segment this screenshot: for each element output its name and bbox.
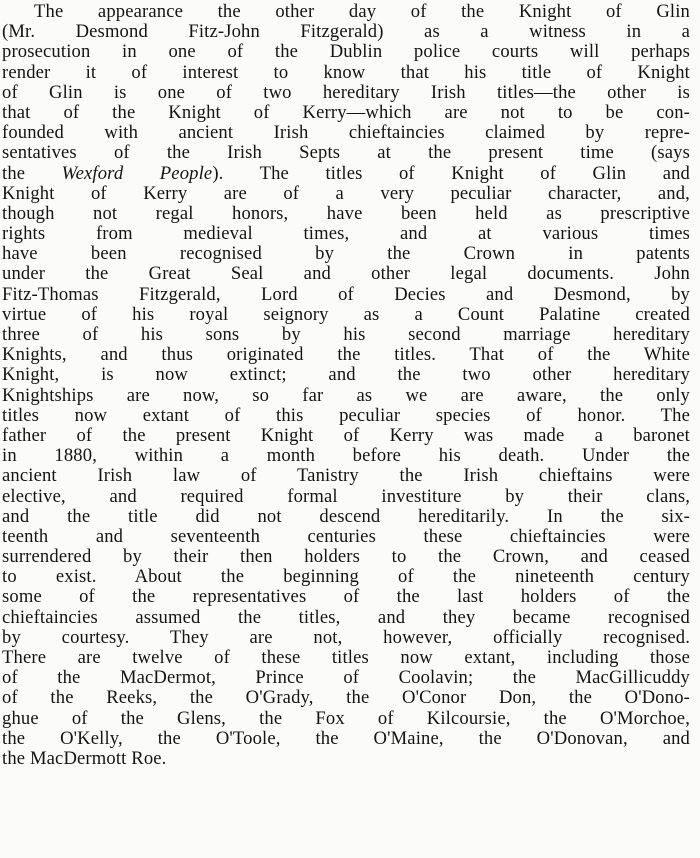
article-line: founded with ancient Irish chieftaincies claimed by repre- [2,122,690,144]
article-line: Knight, is now extinct; and the two other hereditary [2,364,690,386]
article-line-final: the MacDermott Roe. [2,747,167,769]
article-line: father of the present Knight of Kerry was made a baronet [2,424,690,446]
article-line: ghue of the Glens, the Fox of Kilcoursie, the O'Morchoe, [2,707,690,729]
article-line: teenth and seventeenth centuries these chieftaincies were [2,525,690,547]
article-line: under the Great Seal and other legal documents. John [2,263,690,285]
article-line: titles now extant of this peculiar species of honor. The [2,404,690,426]
article-line: and the title did not descend hereditarily. In the six- [2,505,690,527]
article-line-with-italic: the Wexford People). The titles of Knight of Glin and [2,162,690,184]
article-line: There are twelve of these titles now extant, including those [2,647,690,668]
article-line: of the MacDermot, Prince of Coolavin; the MacGillicuddy [2,667,690,689]
article-line: elective, and required formal investiture by their clans, [2,485,690,507]
article-line: of Glin is one of two hereditary Irish titles—the other is [2,81,690,103]
article-line: three of his sons by his second marriage hereditary [2,324,690,345]
article-line: in 1880, within a month before his death. Under the [2,445,690,467]
article-line: Knight of Kerry are of a very peculiar character, and, [2,182,690,204]
article-line: some of the representatives of the last holders of the [2,586,690,608]
article-line: sentatives of the Irish Septs at the present time (says [2,142,690,164]
article-line: to exist. About the beginning of the nineteenth century [2,566,690,588]
article-line: Knights, and thus originated the titles. That of the White [2,344,690,366]
article-line: render it of interest to know that his title of Knight [2,61,690,83]
article-line: Knightships are now, so far as we are aware, the only [2,384,690,406]
article-line: virtue of his royal seignory as a Count Palatine created [2,303,690,325]
article-line: rights from medieval times, and at various times [2,223,690,245]
article-line: Fitz-Thomas Fitzgerald, Lord of Decies and Desmond, by [2,283,690,305]
newspaper-name: Wexford People [61,162,213,184]
article-line: (Mr. Desmond Fitz-John Fitzgerald) as a witness in a [2,21,690,43]
article-line: by courtesy. They are not, however, officially recognised. [2,626,690,648]
article-line: have been recognised by the Crown in patents [2,243,690,265]
article-line: surrendered by their then holders to the Crown, and ceased [2,546,690,568]
article-line: that of the Knight of Kerry—which are not to be con- [2,101,690,123]
article-line: ancient Irish law of Tanistry the Irish chieftains were [2,465,690,487]
article-line: The appearance the other day of the Knight of Glin [34,1,690,22]
article-line: chieftaincies assumed the titles, and they became recognised [2,606,690,628]
article-line: the O'Kelly, the O'Toole, the O'Maine, the O'Donovan, and [2,727,690,749]
article-body [0,2,700,769]
article-line: prosecution in one of the Dublin police courts will perhaps [2,41,690,63]
article-line: of the Reeks, the O'Grady, the O'Conor Don, the O'Dono- [2,687,690,709]
article-line: though not regal honors, have been held as prescriptive [2,202,690,224]
